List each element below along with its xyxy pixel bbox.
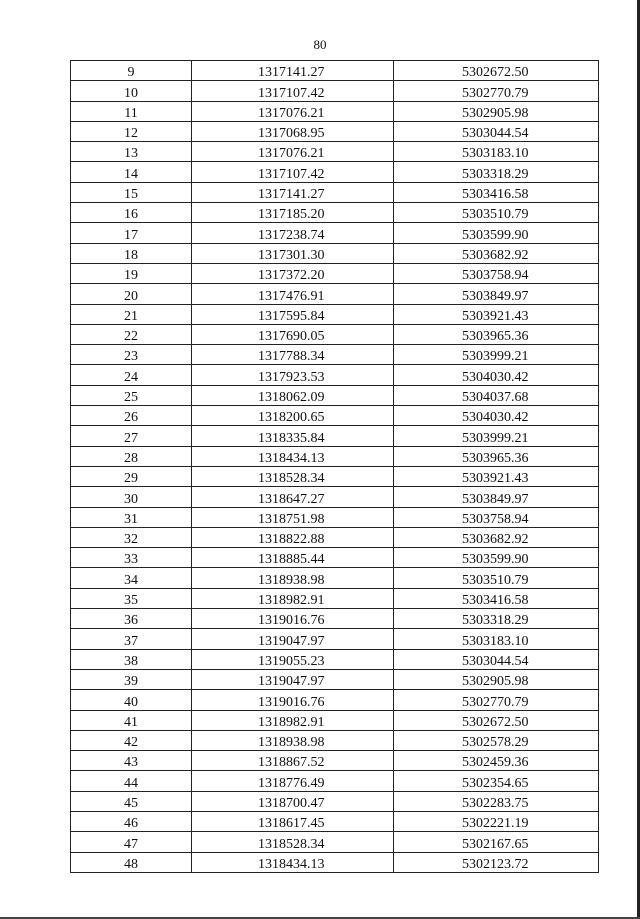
y-coordinate-cell: 5303318.29 bbox=[394, 609, 599, 629]
point-number-cell: 36 bbox=[71, 609, 192, 629]
table-row bbox=[71, 385, 599, 405]
y-coordinate-cell: 5303682.92 bbox=[394, 243, 599, 263]
y-coordinate-cell: 5302672.50 bbox=[394, 710, 599, 730]
y-coordinate-cell: 5302221.19 bbox=[394, 811, 599, 831]
x-coordinate-cell: 1317068.95 bbox=[192, 121, 394, 141]
table-row bbox=[71, 203, 599, 223]
y-coordinate-cell: 5303921.43 bbox=[394, 304, 599, 324]
point-number-cell: 25 bbox=[71, 385, 192, 405]
table-row bbox=[71, 588, 599, 608]
x-coordinate-cell: 1317372.20 bbox=[192, 263, 394, 283]
table-row bbox=[71, 162, 599, 182]
y-coordinate-cell: 5303416.58 bbox=[394, 182, 599, 202]
point-number-cell: 21 bbox=[71, 304, 192, 324]
y-coordinate-cell: 5303318.29 bbox=[394, 162, 599, 182]
y-coordinate-cell: 5303599.90 bbox=[394, 223, 599, 243]
point-number-cell: 14 bbox=[71, 162, 192, 182]
y-coordinate-cell: 5303921.43 bbox=[394, 466, 599, 486]
table-row bbox=[71, 365, 599, 385]
x-coordinate-cell: 1318885.44 bbox=[192, 548, 394, 568]
x-coordinate-cell: 1317141.27 bbox=[192, 61, 394, 81]
table-row bbox=[71, 649, 599, 669]
point-number-cell: 16 bbox=[71, 203, 192, 223]
table-row bbox=[71, 791, 599, 811]
table-row bbox=[71, 710, 599, 730]
y-coordinate-cell: 5302354.65 bbox=[394, 771, 599, 791]
x-coordinate-cell: 1317107.42 bbox=[192, 162, 394, 182]
point-number-cell: 38 bbox=[71, 649, 192, 669]
table-row bbox=[71, 669, 599, 689]
table-row bbox=[71, 690, 599, 710]
point-number-cell: 18 bbox=[71, 243, 192, 263]
point-number-cell: 46 bbox=[71, 811, 192, 831]
table-row bbox=[71, 629, 599, 649]
y-coordinate-cell: 5302905.98 bbox=[394, 669, 599, 689]
x-coordinate-cell: 1317107.42 bbox=[192, 81, 394, 101]
point-number-cell: 30 bbox=[71, 487, 192, 507]
point-number-cell: 23 bbox=[71, 345, 192, 365]
table-row bbox=[71, 142, 599, 162]
table-row bbox=[71, 406, 599, 426]
x-coordinate-cell: 1318867.52 bbox=[192, 751, 394, 771]
y-coordinate-cell: 5303183.10 bbox=[394, 629, 599, 649]
table-row bbox=[71, 852, 599, 872]
x-coordinate-cell: 1319047.97 bbox=[192, 629, 394, 649]
table-row bbox=[71, 324, 599, 344]
x-coordinate-cell: 1317141.27 bbox=[192, 182, 394, 202]
point-number-cell: 22 bbox=[71, 324, 192, 344]
point-number-cell: 9 bbox=[71, 61, 192, 81]
point-number-cell: 40 bbox=[71, 690, 192, 710]
table-row bbox=[71, 426, 599, 446]
point-number-cell: 43 bbox=[71, 751, 192, 771]
page-number: 80 bbox=[313, 37, 327, 52]
y-coordinate-cell: 5302905.98 bbox=[394, 101, 599, 121]
point-number-cell: 32 bbox=[71, 527, 192, 547]
point-number-cell: 47 bbox=[71, 832, 192, 852]
y-coordinate-cell: 5302770.79 bbox=[394, 690, 599, 710]
y-coordinate-cell: 5302123.72 bbox=[394, 852, 599, 872]
x-coordinate-cell: 1318751.98 bbox=[192, 507, 394, 527]
x-coordinate-cell: 1318822.88 bbox=[192, 527, 394, 547]
table-row bbox=[71, 101, 599, 121]
y-coordinate-cell: 5303044.54 bbox=[394, 121, 599, 141]
x-coordinate-cell: 1317595.84 bbox=[192, 304, 394, 324]
point-number-cell: 20 bbox=[71, 284, 192, 304]
y-coordinate-cell: 5304037.68 bbox=[394, 385, 599, 405]
y-coordinate-cell: 5302167.65 bbox=[394, 832, 599, 852]
point-number-cell: 10 bbox=[71, 81, 192, 101]
x-coordinate-cell: 1317185.20 bbox=[192, 203, 394, 223]
table-row bbox=[71, 81, 599, 101]
table-row bbox=[71, 263, 599, 283]
x-coordinate-cell: 1319016.76 bbox=[192, 609, 394, 629]
coordinates-table-body bbox=[71, 61, 599, 873]
y-coordinate-cell: 5304030.42 bbox=[394, 365, 599, 385]
point-number-cell: 24 bbox=[71, 365, 192, 385]
x-coordinate-cell: 1318528.34 bbox=[192, 832, 394, 852]
table-row bbox=[71, 507, 599, 527]
x-coordinate-cell: 1317476.91 bbox=[192, 284, 394, 304]
x-coordinate-cell: 1318200.65 bbox=[192, 406, 394, 426]
point-number-cell: 28 bbox=[71, 446, 192, 466]
table-row bbox=[71, 61, 599, 81]
point-number-cell: 13 bbox=[71, 142, 192, 162]
table-row bbox=[71, 304, 599, 324]
point-number-cell: 44 bbox=[71, 771, 192, 791]
x-coordinate-cell: 1318528.34 bbox=[192, 466, 394, 486]
y-coordinate-cell: 5303510.79 bbox=[394, 203, 599, 223]
y-coordinate-cell: 5303849.97 bbox=[394, 284, 599, 304]
table-row bbox=[71, 751, 599, 771]
table-row bbox=[71, 730, 599, 750]
x-coordinate-cell: 1318335.84 bbox=[192, 426, 394, 446]
table-row bbox=[71, 284, 599, 304]
point-number-cell: 15 bbox=[71, 182, 192, 202]
y-coordinate-cell: 5303999.21 bbox=[394, 426, 599, 446]
x-coordinate-cell: 1318982.91 bbox=[192, 710, 394, 730]
x-coordinate-cell: 1318434.13 bbox=[192, 446, 394, 466]
table-row bbox=[71, 811, 599, 831]
x-coordinate-cell: 1319055.23 bbox=[192, 649, 394, 669]
table-row bbox=[71, 609, 599, 629]
point-number-cell: 45 bbox=[71, 791, 192, 811]
y-coordinate-cell: 5303999.21 bbox=[394, 345, 599, 365]
x-coordinate-cell: 1317923.53 bbox=[192, 365, 394, 385]
x-coordinate-cell: 1318434.13 bbox=[192, 852, 394, 872]
x-coordinate-cell: 1318938.98 bbox=[192, 730, 394, 750]
y-coordinate-cell: 5303510.79 bbox=[394, 568, 599, 588]
y-coordinate-cell: 5303758.94 bbox=[394, 263, 599, 283]
point-number-cell: 11 bbox=[71, 101, 192, 121]
point-number-cell: 33 bbox=[71, 548, 192, 568]
x-coordinate-cell: 1318062.09 bbox=[192, 385, 394, 405]
table-row bbox=[71, 568, 599, 588]
x-coordinate-cell: 1317238.74 bbox=[192, 223, 394, 243]
table-row bbox=[71, 527, 599, 547]
table-row bbox=[71, 548, 599, 568]
x-coordinate-cell: 1318647.27 bbox=[192, 487, 394, 507]
y-coordinate-cell: 5303965.36 bbox=[394, 446, 599, 466]
y-coordinate-cell: 5303044.54 bbox=[394, 649, 599, 669]
table-row bbox=[71, 345, 599, 365]
x-coordinate-cell: 1317301.30 bbox=[192, 243, 394, 263]
table-row bbox=[71, 466, 599, 486]
y-coordinate-cell: 5303183.10 bbox=[394, 142, 599, 162]
point-number-cell: 35 bbox=[71, 588, 192, 608]
table-row bbox=[71, 487, 599, 507]
x-coordinate-cell: 1318982.91 bbox=[192, 588, 394, 608]
x-coordinate-cell: 1318938.98 bbox=[192, 568, 394, 588]
y-coordinate-cell: 5303599.90 bbox=[394, 548, 599, 568]
x-coordinate-cell: 1318700.47 bbox=[192, 791, 394, 811]
point-number-cell: 31 bbox=[71, 507, 192, 527]
point-number-cell: 34 bbox=[71, 568, 192, 588]
table-row bbox=[71, 446, 599, 466]
x-coordinate-cell: 1317690.05 bbox=[192, 324, 394, 344]
table-row bbox=[71, 182, 599, 202]
point-number-cell: 42 bbox=[71, 730, 192, 750]
point-number-cell: 48 bbox=[71, 852, 192, 872]
x-coordinate-cell: 1319047.97 bbox=[192, 669, 394, 689]
x-coordinate-cell: 1317076.21 bbox=[192, 101, 394, 121]
table-row bbox=[71, 243, 599, 263]
y-coordinate-cell: 5303682.92 bbox=[394, 527, 599, 547]
point-number-cell: 27 bbox=[71, 426, 192, 446]
x-coordinate-cell: 1318617.45 bbox=[192, 811, 394, 831]
y-coordinate-cell: 5302770.79 bbox=[394, 81, 599, 101]
table-row bbox=[71, 771, 599, 791]
table-row bbox=[71, 832, 599, 852]
y-coordinate-cell: 5303965.36 bbox=[394, 324, 599, 344]
table-row bbox=[71, 223, 599, 243]
table-row bbox=[71, 121, 599, 141]
point-number-cell: 29 bbox=[71, 466, 192, 486]
x-coordinate-cell: 1318776.49 bbox=[192, 771, 394, 791]
y-coordinate-cell: 5303416.58 bbox=[394, 588, 599, 608]
x-coordinate-cell: 1317076.21 bbox=[192, 142, 394, 162]
y-coordinate-cell: 5303849.97 bbox=[394, 487, 599, 507]
y-coordinate-cell: 5304030.42 bbox=[394, 406, 599, 426]
point-number-cell: 26 bbox=[71, 406, 192, 426]
x-coordinate-cell: 1319016.76 bbox=[192, 690, 394, 710]
point-number-cell: 12 bbox=[71, 121, 192, 141]
y-coordinate-cell: 5302459.36 bbox=[394, 751, 599, 771]
y-coordinate-cell: 5303758.94 bbox=[394, 507, 599, 527]
point-number-cell: 39 bbox=[71, 669, 192, 689]
y-coordinate-cell: 5302578.29 bbox=[394, 730, 599, 750]
y-coordinate-cell: 5302672.50 bbox=[394, 61, 599, 81]
y-coordinate-cell: 5302283.75 bbox=[394, 791, 599, 811]
point-number-cell: 17 bbox=[71, 223, 192, 243]
coordinates-table bbox=[70, 60, 599, 873]
point-number-cell: 19 bbox=[71, 263, 192, 283]
point-number-cell: 37 bbox=[71, 629, 192, 649]
x-coordinate-cell: 1317788.34 bbox=[192, 345, 394, 365]
point-number-cell: 41 bbox=[71, 710, 192, 730]
